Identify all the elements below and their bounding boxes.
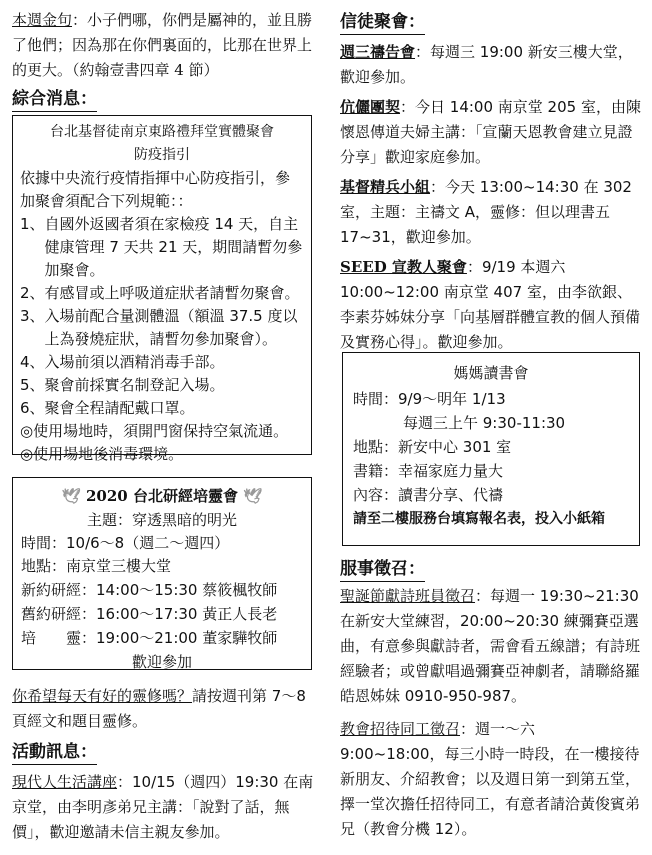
retreat-welcome: 歡迎參加	[131, 653, 192, 671]
gathering-item	[340, 175, 642, 250]
gatherings-heading: 信徒聚會：	[340, 10, 425, 35]
devotion-note	[12, 684, 316, 734]
recruit-text: ：週一～六 9:00~18:00，每三小時一時段，在一樓接待新朋友、介紹教會；以及週日第一到第五堂，擇一堂次擔任招待同工，有意者請洽黃俊賓弟兄（教會分機 12）。	[340, 720, 641, 838]
covid-item-text: 入場前配合量測體溫（額溫 37.5 度以上為發燒症狀，請暫勿參加聚會）。	[44, 307, 298, 348]
retreat-place: 地點：南京堂三樓大堂	[21, 557, 172, 575]
news-heading: 綜合消息：	[12, 87, 97, 112]
retreat-title-row	[21, 484, 303, 508]
covid-item-number: 3、	[20, 307, 45, 325]
reading-row	[353, 483, 629, 507]
covid-note: ◎使用場地時，須開門窗保持空氣流通。	[20, 422, 289, 440]
reading-value: 9/9～明年 1/13	[398, 390, 506, 408]
recruit-list	[340, 584, 642, 850]
covid-intro: 依據中央流行疫情指揮中心防疫指引，參加聚會須配合下列規範：：	[20, 169, 291, 210]
recruit-label: 教會招待同工徵召	[340, 720, 461, 738]
covid-guidelines-box	[12, 115, 312, 463]
verse-text: ：小子們哪，你們是屬神的，並且勝了他們；因為那在你們裏面的，比那在世界上的更大。（約翰壹書四章 4 節）	[12, 11, 313, 79]
covid-item-number: 2、	[20, 284, 45, 302]
gathering-item	[340, 40, 642, 90]
covid-item-text: 有感冒或上呼吸道症狀者請暫勿聚會。	[44, 284, 300, 302]
gathering-label: SEED 宣教人聚會	[340, 258, 467, 276]
activity-label: 現代人生活講座	[12, 773, 118, 791]
session-label: 舊約研經：	[21, 605, 97, 623]
covid-item	[20, 282, 304, 305]
covid-item	[20, 351, 304, 374]
devotion-label: 你希望每天有好的靈修嗎？	[12, 687, 193, 705]
covid-item-number: 1、	[20, 215, 45, 233]
gatherings-list	[340, 40, 642, 360]
reading-club-box	[342, 352, 640, 546]
gathering-item	[340, 255, 642, 355]
covid-item	[20, 213, 304, 282]
dove-left-icon: 🕊	[61, 487, 81, 505]
activity-text: ：10/15（週四）19:30 在南京堂，由李明彥弟兄主講：「說對了話，無價」，歡迎邀請未信主親友參加。	[12, 773, 314, 841]
dove-right-icon: 🕊	[243, 487, 263, 505]
recruit-heading: 服事徵召：	[340, 557, 425, 582]
covid-items	[20, 213, 304, 420]
recruit-text: ：每週一 19:30~21:30 在新安大堂練習，20:00~20:30 練彌賽亞選曲，有意參與獻詩者，需會看五線譜；有詩班經驗者；或曾獻唱過彌賽亞神劇者，請聯絡羅皓恩姊妹 0910-950-987。	[340, 587, 641, 705]
covid-item-number: 6、	[20, 399, 45, 417]
session-detail: 16:00～17:30 黃正人長老	[96, 605, 278, 623]
gathering-label: 伉儷團契	[340, 98, 401, 116]
covid-item	[20, 305, 304, 351]
covid-item-number: 4、	[20, 353, 45, 371]
reading-note: 請至二樓服務台填寫報名表，投入小紙箱	[353, 511, 605, 527]
reading-key: 時間：	[353, 390, 399, 408]
session-detail: 19:00～21:00 董家驊牧師	[96, 629, 278, 647]
session-label: 培 靈：	[21, 629, 97, 647]
recruit-label: 聖誕節獻詩班員徵召	[340, 587, 476, 605]
gathering-text: ：今天 13:00~14:30 在 302 室，主題：主禱文 A，靈修：但以理書五 17~31，歡迎參加。	[340, 178, 632, 246]
gathering-item	[340, 95, 642, 170]
recruit-item	[340, 717, 642, 842]
retreat-title: 2020 台北研經培靈會	[86, 487, 238, 505]
reading-value: 新安中心 301 室	[398, 438, 512, 456]
covid-title: 台北基督徒南京東路禮拜堂實體聚會	[50, 124, 274, 140]
verse-label: 本週金句	[12, 11, 73, 29]
covid-item-text: 自國外返國者須在家檢疫 14 天，自主健康管理 7 天共 21 天，期間請暫勿參加聚會。	[44, 215, 303, 279]
devotion-text: 請按週刊第 7～8 頁經文和題目靈修。	[12, 687, 306, 730]
reading-title: 媽媽讀書會	[453, 364, 529, 382]
weekly-verse	[12, 8, 316, 83]
reading-row	[353, 387, 629, 411]
reading-row	[353, 435, 629, 459]
session-detail: 14:00～15:30 蔡筱楓牧師	[96, 581, 278, 599]
retreat-session	[21, 578, 303, 602]
retreat-session	[21, 626, 303, 650]
activity-heading: 活動訊息：	[12, 740, 97, 765]
reading-value: 讀書分享、代禱	[398, 486, 504, 504]
session-label: 新約研經：	[21, 581, 97, 599]
gathering-text: ：每週三 19:00 新安三樓大堂，歡迎參加。	[340, 43, 633, 86]
gathering-text: ：9/19 本週六 10:00~12:00 南京堂 407 室，由李欲銀、李素芬姊妹分享「向基層群體宣教的個人預備及實務心得」。歡迎參加。	[340, 258, 641, 351]
activity-item	[12, 770, 316, 845]
covid-item-number: 5、	[20, 376, 45, 394]
gathering-label: 基督精兵小組	[340, 178, 431, 196]
covid-note: ◎使用場地後消毒環境。	[20, 445, 184, 463]
gathering-text: ：今日 14:00 南京堂 205 室，由陳懷恩傳道夫婦主講：「宣蘭天恩教會建立見證分享」歡迎家庭參加。	[340, 98, 641, 166]
covid-subtitle: 防疫指引	[134, 147, 190, 163]
covid-item-text: 入場前須以酒精消毒手部。	[44, 353, 225, 371]
gathering-label: 週三禱告會	[340, 43, 416, 61]
covid-item-text: 聚會全程請配戴口罩。	[44, 399, 195, 417]
covid-item	[20, 374, 304, 397]
reading-key: 書籍：	[353, 462, 399, 480]
covid-item	[20, 397, 304, 420]
reading-rows	[353, 387, 629, 507]
reading-row	[353, 411, 629, 435]
reading-row	[353, 459, 629, 483]
retreat-theme: 主題：穿透黑暗的明光	[86, 511, 237, 529]
recruit-item	[340, 584, 642, 709]
reading-value: 幸福家庭力量大	[398, 462, 504, 480]
retreat-box	[12, 477, 312, 670]
retreat-sessions	[21, 578, 303, 650]
covid-item-text: 聚會前採實名制登記入場。	[44, 376, 225, 394]
retreat-time: 時間：10/6～8（週二～週四）	[21, 534, 230, 552]
reading-key: 內容：	[353, 486, 399, 504]
retreat-session	[21, 602, 303, 626]
reading-key: 地點：	[353, 438, 399, 456]
covid-notes	[20, 420, 304, 466]
reading-value: 每週三上午 9:30-11:30	[403, 414, 566, 432]
